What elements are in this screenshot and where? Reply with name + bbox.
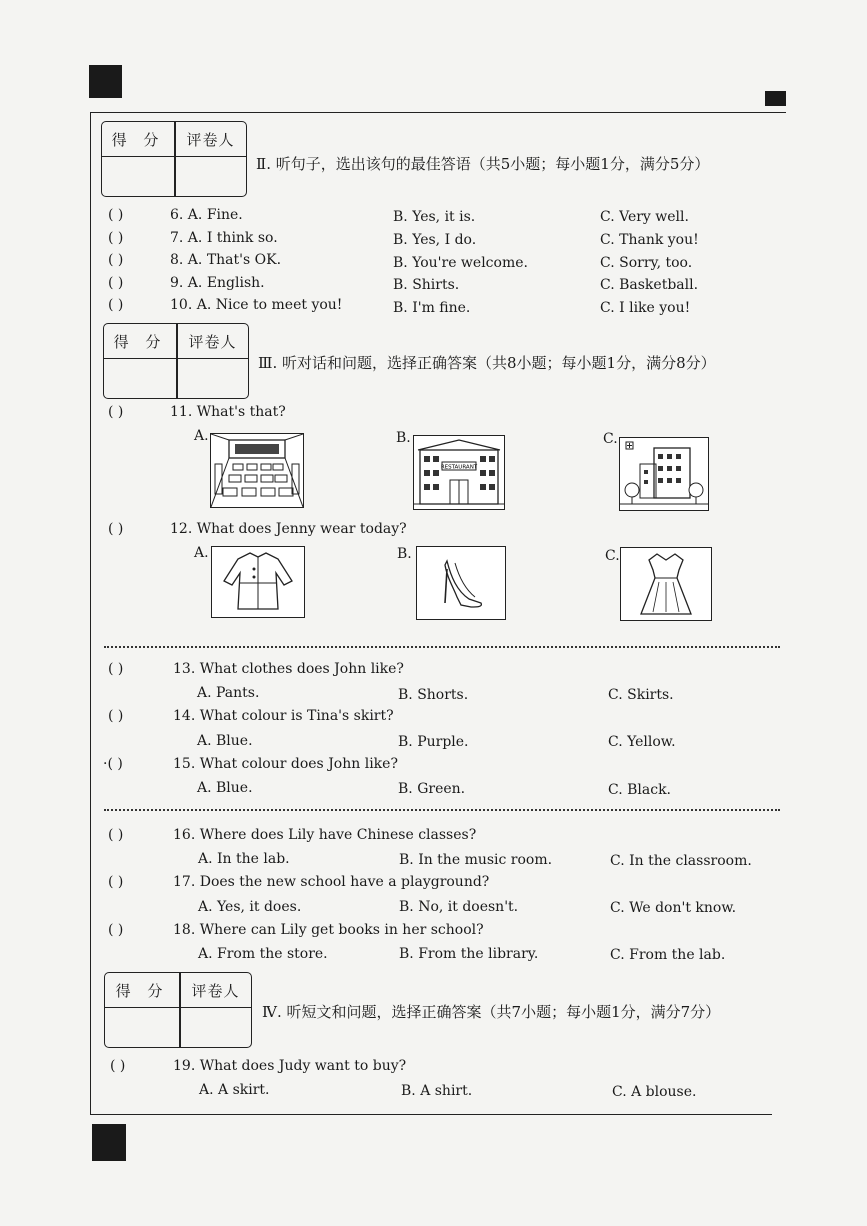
question-6-option-a: 6. A. Fine. [170, 207, 243, 223]
question-9-option-b: B. Shirts. [393, 277, 460, 293]
question-18-option-b: B. From the library. [399, 946, 539, 962]
left-margin-rule [90, 112, 91, 1114]
answer-bracket: ( ) [108, 521, 124, 537]
question-8-option-a: 8. A. That's OK. [170, 252, 282, 268]
question-16-option-a: A. In the lab. [198, 851, 290, 867]
score-label: 得 分 [115, 982, 169, 1000]
section-3-title: Ⅲ. 听对话和问题，选择正确答案（共8小题；每小题1分，满分8分） [258, 354, 716, 372]
answer-bracket: ( ) [108, 661, 124, 677]
section-2-title: Ⅱ. 听句子，选出该句的最佳答语（共5小题；每小题1分，满分5分） [256, 155, 710, 173]
coat-picture [211, 546, 305, 618]
question-15-option-a: A. Blue. [197, 780, 253, 796]
question-17-text: 17. Does the new school have a playground? [173, 874, 490, 890]
question-18-option-a: A. From the store. [198, 946, 328, 962]
classroom-picture [210, 433, 304, 508]
answer-bracket: ( ) [108, 297, 124, 313]
answer-bracket: ( ) [108, 275, 124, 291]
answer-bracket: ( ) [108, 708, 124, 724]
answer-bracket: ( ) [108, 252, 124, 268]
question-7-option-c: C. Thank you! [600, 232, 699, 248]
option-c-label: C. [605, 548, 620, 564]
hospital-picture [619, 437, 709, 511]
option-b-label: B. [396, 430, 411, 446]
question-16-text: 16. Where does Lily have Chinese classes? [173, 827, 477, 843]
question-11-text: 11. What's that? [170, 404, 286, 420]
question-13-text: 13. What clothes does John like? [173, 661, 404, 677]
question-15-option-b: B. Green. [398, 781, 466, 797]
answer-bracket: ( ) [108, 827, 124, 843]
question-16-option-b: B. In the music room. [399, 852, 553, 868]
registration-mark-bottom-left [92, 1124, 126, 1161]
option-a-label: A. [194, 545, 209, 561]
question-14-option-a: A. Blue. [197, 733, 253, 749]
question-6-option-c: C. Very well. [600, 209, 689, 225]
option-b-label: B. [397, 546, 412, 562]
question-16-option-c: C. In the classroom. [610, 853, 752, 869]
question-7-option-a: 7. A. I think so. [170, 230, 278, 246]
registration-mark-top-left [89, 65, 122, 98]
question-18-text: 18. Where can Lily get books in her school? [173, 922, 484, 938]
question-9-option-a: 9. A. English. [170, 275, 265, 291]
question-8-option-c: C. Sorry, too. [600, 255, 693, 271]
question-15-text: 15. What colour does John like? [173, 756, 398, 772]
question-17-option-c: C. We don't know. [610, 900, 737, 916]
option-a-label: A. [194, 428, 209, 444]
restaurant-sign-text: RESTAURANT [440, 464, 478, 471]
question-10-option-a: 10. A. Nice to meet you! [170, 297, 343, 313]
restaurant-picture [413, 435, 505, 510]
question-10-option-b: B. I'm fine. [393, 300, 471, 316]
divider-dotted-1 [104, 646, 780, 648]
question-13-option-a: A. Pants. [197, 685, 260, 701]
answer-bracket: ( ) [108, 874, 124, 890]
question-17-option-b: B. No, it doesn't. [399, 899, 519, 915]
score-label: 得 分 [111, 131, 165, 149]
divider-dotted-2 [104, 809, 780, 811]
answer-bracket: ( ) [108, 922, 124, 938]
question-19-text: 19. What does Judy want to buy? [173, 1058, 407, 1074]
score-box-section-4 [104, 972, 252, 1048]
question-19-option-b: B. A shirt. [401, 1083, 473, 1099]
bottom-rule [90, 1114, 772, 1115]
grader-label: 评卷人 [188, 333, 237, 351]
high-heel-shoe-picture [416, 546, 506, 620]
question-13-option-b: B. Shorts. [398, 687, 469, 703]
score-box-section-2 [101, 121, 247, 197]
score-box-section-3 [103, 323, 249, 399]
section-4-title: Ⅳ. 听短文和问题，选择正确答案（共7小题；每小题1分，满分7分） [262, 1003, 721, 1021]
question-9-option-c: C. Basketball. [600, 277, 699, 293]
question-14-option-c: C. Yellow. [608, 734, 676, 750]
registration-mark-top-right [765, 91, 786, 106]
question-6-option-b: B. Yes, it is. [393, 209, 476, 225]
dress-picture [620, 547, 712, 621]
answer-bracket: ( ) [108, 207, 124, 223]
question-17-option-a: A. Yes, it does. [198, 899, 302, 915]
question-15-option-c: C. Black. [608, 782, 671, 798]
question-18-option-c: C. From the lab. [610, 947, 726, 963]
answer-bracket: ( ) [110, 1058, 126, 1074]
top-rule [90, 112, 786, 113]
answer-bracket: ( ) [108, 230, 124, 246]
answer-bracket: ·( ) [103, 756, 123, 772]
answer-bracket: ( ) [108, 404, 124, 420]
question-13-option-c: C. Skirts. [608, 687, 674, 703]
score-label: 得 分 [113, 333, 167, 351]
question-19-option-c: C. A blouse. [612, 1084, 697, 1100]
question-14-option-b: B. Purple. [398, 734, 469, 750]
question-14-text: 14. What colour is Tina's skirt? [173, 708, 394, 724]
grader-label: 评卷人 [191, 982, 240, 1000]
question-7-option-b: B. Yes, I do. [393, 232, 477, 248]
question-8-option-b: B. You're welcome. [393, 255, 528, 271]
question-10-option-c: C. I like you! [600, 300, 691, 316]
question-12-text: 12. What does Jenny wear today? [170, 521, 407, 537]
option-c-label: C. [603, 431, 618, 447]
question-19-option-a: A. A skirt. [199, 1082, 270, 1098]
grader-label: 评卷人 [186, 131, 235, 149]
